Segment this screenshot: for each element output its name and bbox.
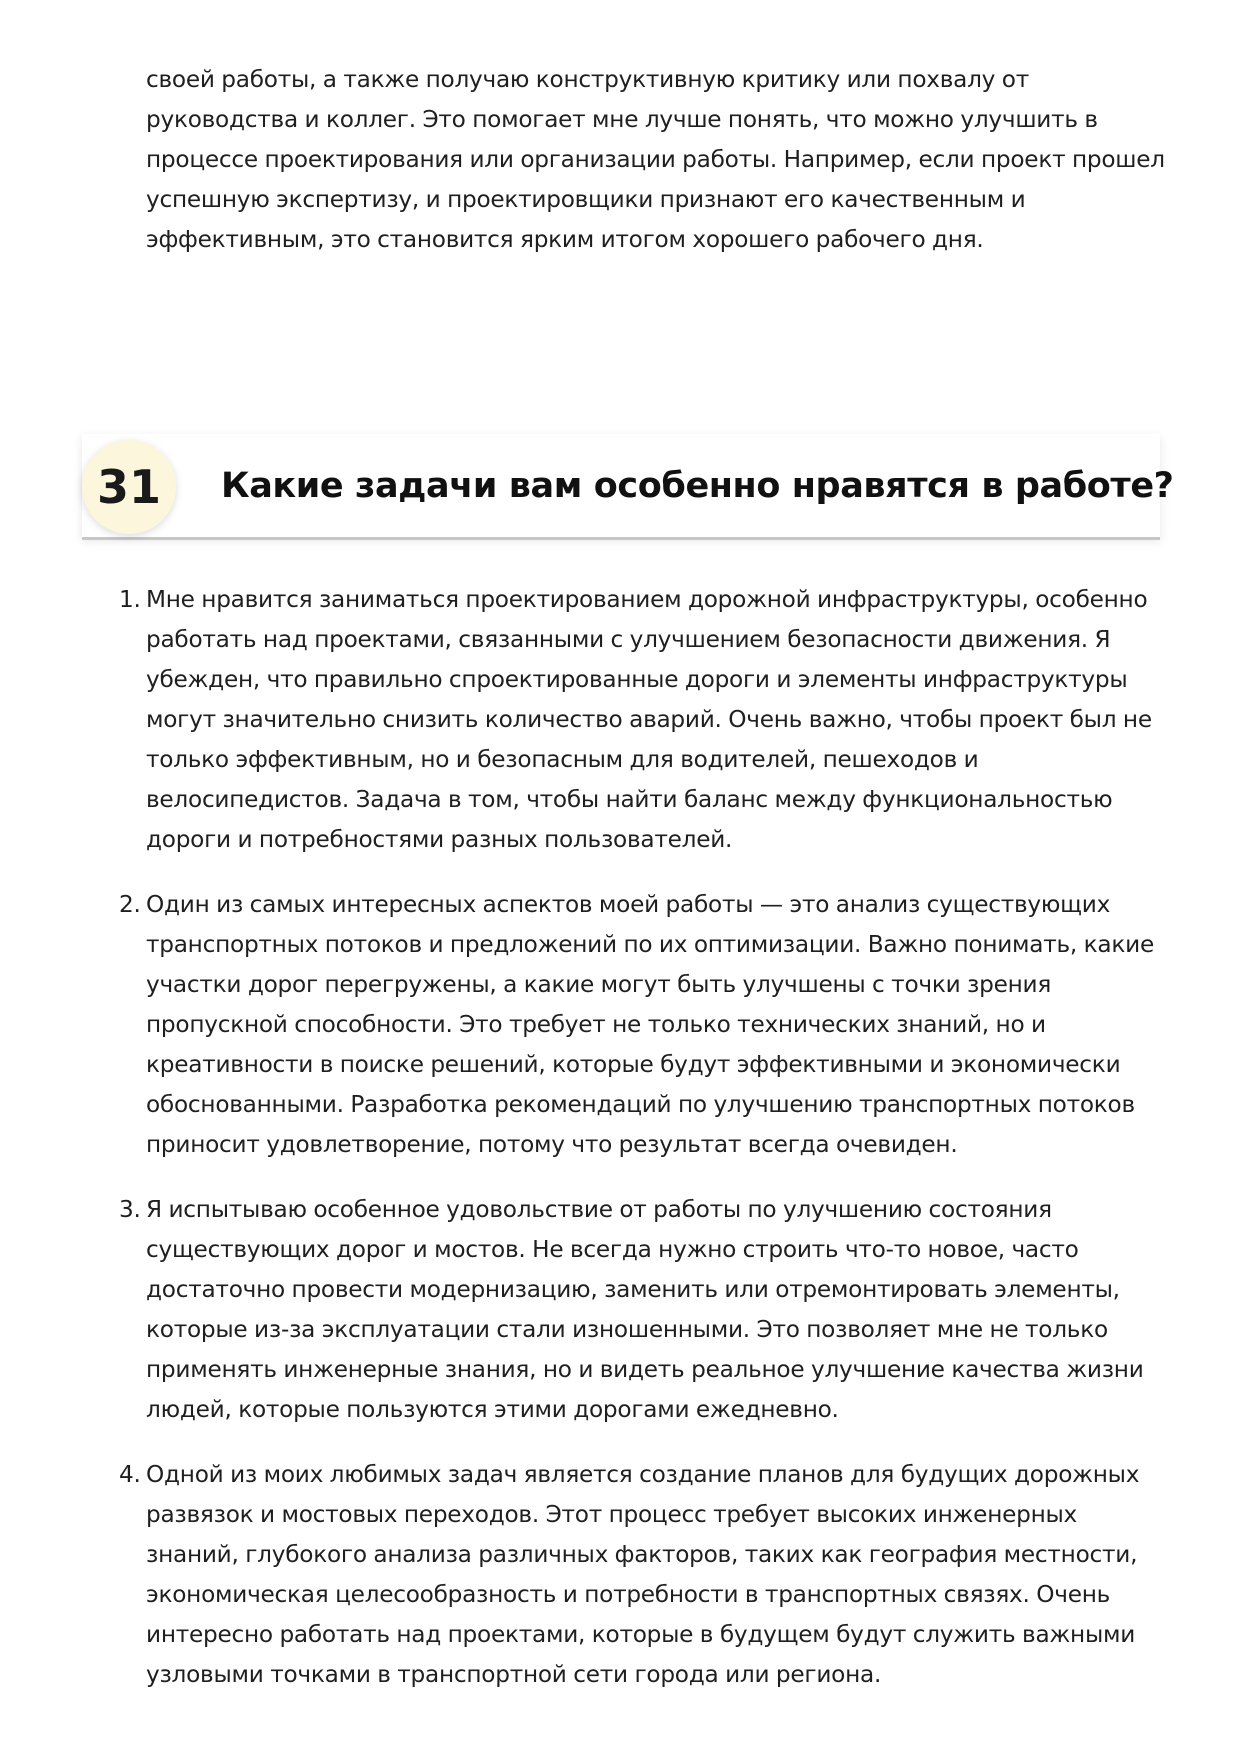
list-item-number: 3. [119, 1196, 141, 1223]
section-title: Какие задачи вам особенно нравятся в работе? [221, 466, 1174, 506]
intro-paragraph: своей работы, а также получаю конструктивную критику или похвалу от руководства и коллег. Это помогает мне лучше понять, что можно улучшить в процессе проектирования или организации работы. Например, если проект прошел успешную экспертизу, и проектировщики признают его качественным и эффективным, это становится ярким итогом хорошего рабочего дня. [146, 66, 1165, 253]
list-item [0, 580, 1168, 860]
list-item-number: 4. [119, 1461, 141, 1488]
section-heading [82, 434, 1174, 540]
answers-list [0, 580, 1239, 1720]
list-item-text: Одной из моих любимых задач является создание планов для будущих дорожных развязок и мостовых переходов. Этот процесс требует высоких инженерных знаний, глубокого анализа различных факторов, таких как география местности, экономическая целесообразность и потребности в транспортных связях. Очень интересно работать над проектами, которые в будущем будут служить важными узловыми точками в транспортной сети города или региона. [146, 1461, 1140, 1688]
list-item [0, 885, 1168, 1165]
section-number-badge: 31 [82, 440, 176, 534]
heading-divider [82, 537, 1160, 540]
list-item-number: 1. [119, 586, 141, 613]
list-item-text: Один из самых интересных аспектов моей работы — это анализ существующих транспортных потоков и предложений по их оптимизации. Важно понимать, какие участки дорог перегружены, а какие могут быть улучшены с точки зрения пропускной способности. Это требует не только технических знаний, но и креативности в поиске решений, которые будут эффективными и экономически обоснованными. Разработка рекомендаций по улучшению транспортных потоков приносит удовлетворение, потому что результат всегда очевиден. [146, 891, 1154, 1158]
list-item [0, 1190, 1168, 1430]
list-item-text: Мне нравится заниматься проектированием дорожной инфраструктуры, особенно работать над проектами, связанными с улучшением безопасности движения. Я убежден, что правильно спроектированные дороги и элементы инфраструктуры могут значительно снизить количество аварий. Очень важно, чтобы проект был не только эффективным, но и безопасным для водителей, пешеходов и велосипедистов. Задача в том, чтобы найти баланс между функциональностью дороги и потребностями разных пользователей. [146, 586, 1152, 853]
list-item-text: Я испытываю особенное удовольствие от работы по улучшению состояния существующих дорог и мостов. Не всегда нужно строить что-то новое, часто достаточно провести модернизацию, заменить или отремонтировать элементы, которые из-за эксплуатации стали изношенными. Это позволяет мне не только применять инженерные знания, но и видеть реальное улучшение качества жизни людей, которые пользуются этими дорогами ежедневно. [146, 1196, 1144, 1423]
list-item [0, 1455, 1168, 1695]
list-item-number: 2. [119, 891, 141, 918]
